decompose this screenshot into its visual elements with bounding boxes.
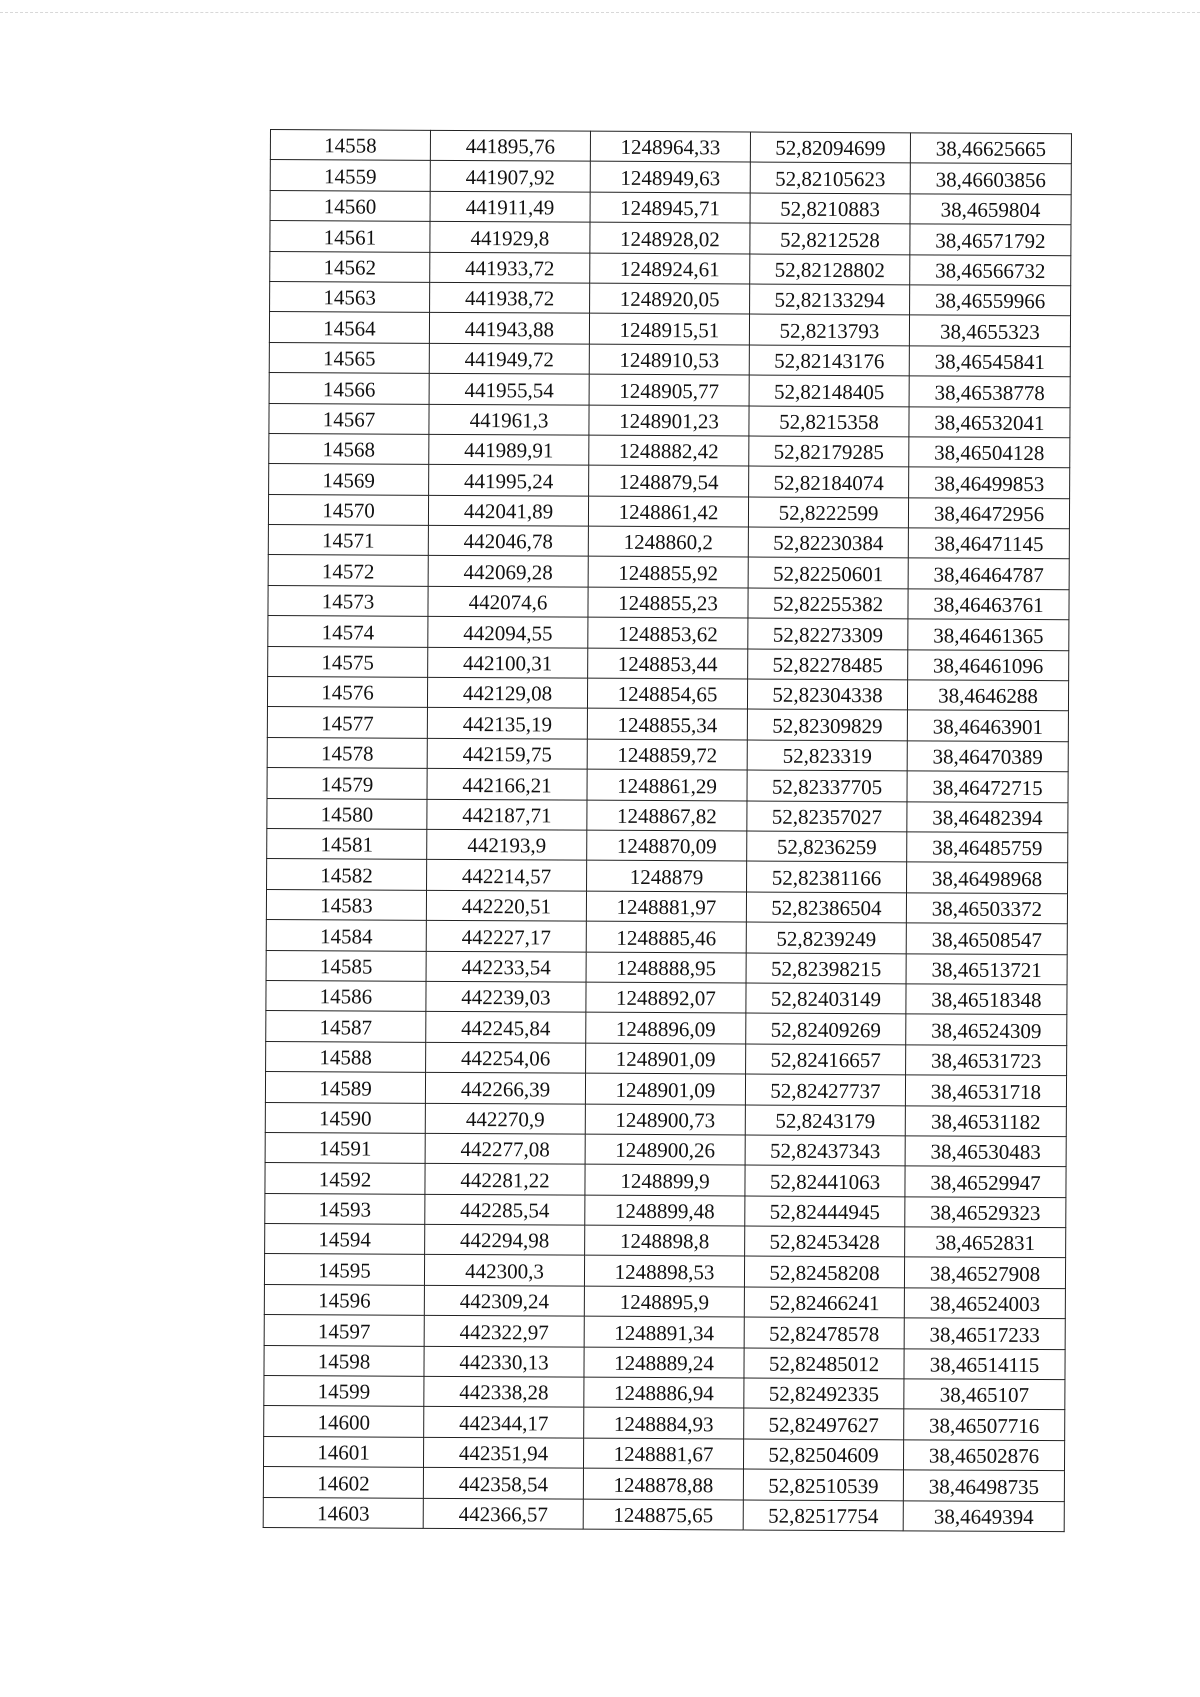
latitude-cell: 52,82381166 <box>747 861 907 892</box>
point-number-cell: 14593 <box>265 1193 425 1224</box>
x-coordinate-cell: 442069,28 <box>428 556 588 587</box>
point-number-cell: 14596 <box>264 1284 424 1315</box>
point-number-cell: 14595 <box>264 1254 424 1285</box>
y-coordinate-cell: 1248853,44 <box>588 648 748 679</box>
table-row <box>267 859 1068 894</box>
table-row <box>266 950 1067 985</box>
x-coordinate-cell: 442129,08 <box>427 677 587 708</box>
x-coordinate-cell: 442330,13 <box>424 1346 584 1377</box>
y-coordinate-cell: 1248867,82 <box>587 800 747 831</box>
table-row <box>268 525 1069 560</box>
table-row <box>263 1497 1064 1532</box>
x-coordinate-cell: 441989,91 <box>429 434 589 465</box>
x-coordinate-cell: 442351,94 <box>423 1437 583 1468</box>
table-row <box>270 190 1071 225</box>
longitude-cell: 38,46472715 <box>907 771 1068 802</box>
point-number-cell: 14591 <box>265 1132 425 1163</box>
longitude-cell: 38,46524003 <box>904 1288 1065 1319</box>
longitude-cell: 38,46498735 <box>903 1470 1064 1501</box>
point-number-cell: 14585 <box>266 950 426 981</box>
longitude-cell: 38,46517233 <box>904 1318 1065 1349</box>
latitude-cell: 52,82504609 <box>743 1439 903 1470</box>
y-coordinate-cell: 1248885,46 <box>586 921 746 952</box>
table-row <box>265 1224 1066 1259</box>
table-row <box>269 403 1070 438</box>
table-row <box>268 616 1069 651</box>
point-number-cell: 14568 <box>269 433 429 464</box>
table-row <box>264 1376 1065 1411</box>
latitude-cell: 52,82304338 <box>747 679 907 710</box>
x-coordinate-cell: 442358,54 <box>423 1468 583 1499</box>
longitude-cell: 38,46504128 <box>909 437 1070 468</box>
point-number-cell: 14584 <box>266 920 426 951</box>
longitude-cell: 38,4646288 <box>907 680 1068 711</box>
longitude-cell: 38,46529947 <box>905 1166 1066 1197</box>
longitude-cell: 38,46538778 <box>909 376 1070 407</box>
table-row <box>265 1163 1066 1198</box>
latitude-cell: 52,82510539 <box>743 1469 903 1500</box>
coordinate-table <box>263 129 1072 1532</box>
table-row <box>270 251 1071 286</box>
x-coordinate-cell: 441955,54 <box>429 373 589 404</box>
point-number-cell: 14564 <box>269 312 429 343</box>
latitude-cell: 52,82309829 <box>747 709 907 740</box>
longitude-cell: 38,46531182 <box>905 1105 1066 1136</box>
point-number-cell: 14588 <box>266 1041 426 1072</box>
longitude-cell: 38,4652831 <box>905 1227 1066 1258</box>
x-coordinate-cell: 442100,31 <box>428 647 588 678</box>
x-coordinate-cell: 442094,55 <box>428 617 588 648</box>
table-row <box>264 1254 1065 1289</box>
latitude-cell: 52,82386504 <box>746 892 906 923</box>
table-row <box>265 1072 1066 1107</box>
y-coordinate-cell: 1248891,34 <box>584 1316 744 1347</box>
point-number-cell: 14598 <box>264 1345 424 1376</box>
latitude-cell: 52,823319 <box>747 740 907 771</box>
latitude-cell: 52,82148405 <box>749 375 909 406</box>
latitude-cell: 52,82458208 <box>744 1256 904 1287</box>
latitude-cell: 52,82094699 <box>750 132 910 163</box>
scan-edge-line <box>0 12 1200 13</box>
latitude-cell: 52,82409269 <box>746 1013 906 1044</box>
y-coordinate-cell: 1248898,8 <box>585 1225 745 1256</box>
x-coordinate-cell: 442041,89 <box>428 495 588 526</box>
y-coordinate-cell: 1248886,94 <box>584 1377 744 1408</box>
x-coordinate-cell: 442220,51 <box>426 890 586 921</box>
latitude-cell: 52,82517754 <box>743 1500 903 1531</box>
latitude-cell: 52,82179285 <box>749 436 909 467</box>
table-row <box>269 464 1070 499</box>
table-row <box>267 798 1068 833</box>
longitude-cell: 38,46498968 <box>907 862 1068 893</box>
x-coordinate-cell: 442322,97 <box>424 1316 584 1347</box>
longitude-cell: 38,46524309 <box>906 1014 1067 1045</box>
latitude-cell: 52,8210883 <box>750 193 910 224</box>
y-coordinate-cell: 1248964,33 <box>590 131 750 162</box>
table-row <box>267 828 1068 863</box>
table-row <box>267 737 1068 772</box>
y-coordinate-cell: 1248881,67 <box>583 1438 743 1469</box>
longitude-cell: 38,46461096 <box>908 649 1069 680</box>
latitude-cell: 52,82230384 <box>748 527 908 558</box>
x-coordinate-cell: 441943,88 <box>429 313 589 344</box>
y-coordinate-cell: 1248853,62 <box>588 617 748 648</box>
y-coordinate-cell: 1248878,88 <box>583 1468 743 1499</box>
x-coordinate-cell: 442281,22 <box>425 1164 585 1195</box>
x-coordinate-cell: 441995,24 <box>429 465 589 496</box>
latitude-cell: 52,82427737 <box>745 1074 905 1105</box>
y-coordinate-cell: 1248901,09 <box>585 1073 745 1104</box>
point-number-cell: 14573 <box>268 585 428 616</box>
longitude-cell: 38,4655323 <box>909 315 1070 346</box>
longitude-cell: 38,46482394 <box>907 801 1068 832</box>
longitude-cell: 38,46566732 <box>910 254 1071 285</box>
x-coordinate-cell: 442166,21 <box>427 769 587 800</box>
longitude-cell: 38,46545841 <box>909 346 1070 377</box>
y-coordinate-cell: 1248859,72 <box>587 739 747 770</box>
latitude-cell: 52,82184074 <box>749 466 909 497</box>
latitude-cell: 52,82105623 <box>750 162 910 193</box>
longitude-cell: 38,46507716 <box>904 1409 1065 1440</box>
y-coordinate-cell: 1248898,53 <box>584 1256 744 1287</box>
y-coordinate-cell: 1248855,23 <box>588 587 748 618</box>
point-number-cell: 14565 <box>269 342 429 373</box>
y-coordinate-cell: 1248889,24 <box>584 1347 744 1378</box>
longitude-cell: 38,46571792 <box>910 224 1071 255</box>
point-number-cell: 14561 <box>270 221 430 252</box>
latitude-cell: 52,82453428 <box>745 1226 905 1257</box>
point-number-cell: 14576 <box>267 677 427 708</box>
table-row <box>266 1011 1067 1046</box>
point-number-cell: 14575 <box>268 646 428 677</box>
latitude-cell: 52,82497627 <box>744 1408 904 1439</box>
table-row <box>263 1436 1064 1471</box>
point-number-cell: 14600 <box>264 1406 424 1437</box>
coordinate-table-body <box>263 130 1071 1532</box>
latitude-cell: 52,82337705 <box>747 770 907 801</box>
x-coordinate-cell: 442239,03 <box>426 981 586 1012</box>
latitude-cell: 52,82444945 <box>745 1196 905 1227</box>
point-number-cell: 14558 <box>270 130 430 161</box>
x-coordinate-cell: 442159,75 <box>427 738 587 769</box>
longitude-cell: 38,46513721 <box>906 953 1067 984</box>
table-row <box>268 555 1069 590</box>
y-coordinate-cell: 1248879 <box>587 861 747 892</box>
point-number-cell: 14559 <box>270 160 430 191</box>
point-number-cell: 14570 <box>268 494 428 525</box>
y-coordinate-cell: 1248949,63 <box>590 162 750 193</box>
latitude-cell: 52,82133294 <box>750 284 910 315</box>
y-coordinate-cell: 1248899,9 <box>585 1164 745 1195</box>
y-coordinate-cell: 1248895,9 <box>584 1286 744 1317</box>
latitude-cell: 52,82278485 <box>748 649 908 680</box>
point-number-cell: 14601 <box>263 1436 423 1467</box>
latitude-cell: 52,82441063 <box>745 1165 905 1196</box>
point-number-cell: 14590 <box>265 1102 425 1133</box>
y-coordinate-cell: 1248901,23 <box>589 405 749 436</box>
point-number-cell: 14562 <box>270 251 430 282</box>
longitude-cell: 38,46527908 <box>904 1257 1065 1288</box>
table-row <box>265 1193 1066 1228</box>
table-row <box>270 130 1071 165</box>
y-coordinate-cell: 1248882,42 <box>589 435 749 466</box>
point-number-cell: 14594 <box>265 1224 425 1255</box>
latitude-cell: 52,82437343 <box>745 1135 905 1166</box>
y-coordinate-cell: 1248900,73 <box>585 1104 745 1135</box>
x-coordinate-cell: 441949,72 <box>429 343 589 374</box>
y-coordinate-cell: 1248920,05 <box>590 283 750 314</box>
point-number-cell: 14589 <box>265 1072 425 1103</box>
table-row <box>269 373 1070 408</box>
y-coordinate-cell: 1248928,02 <box>590 222 750 253</box>
y-coordinate-cell: 1248884,93 <box>584 1408 744 1439</box>
y-coordinate-cell: 1248892,07 <box>586 982 746 1013</box>
y-coordinate-cell: 1248854,65 <box>587 678 747 709</box>
point-number-cell: 14582 <box>267 859 427 890</box>
y-coordinate-cell: 1248899,48 <box>585 1195 745 1226</box>
latitude-cell: 52,82492335 <box>744 1378 904 1409</box>
y-coordinate-cell: 1248881,97 <box>586 891 746 922</box>
latitude-cell: 52,82255382 <box>748 588 908 619</box>
longitude-cell: 38,46503372 <box>906 893 1067 924</box>
x-coordinate-cell: 442193,9 <box>427 829 587 860</box>
point-number-cell: 14571 <box>268 525 428 556</box>
latitude-cell: 52,82273309 <box>748 618 908 649</box>
latitude-cell: 52,8213793 <box>749 314 909 345</box>
latitude-cell: 52,82485012 <box>744 1348 904 1379</box>
x-coordinate-cell: 442135,19 <box>427 708 587 739</box>
point-number-cell: 14597 <box>264 1315 424 1346</box>
x-coordinate-cell: 441961,3 <box>429 404 589 435</box>
x-coordinate-cell: 442074,6 <box>428 586 588 617</box>
table-row <box>268 494 1069 529</box>
x-coordinate-cell: 442233,54 <box>426 951 586 982</box>
table-row <box>266 920 1067 955</box>
longitude-cell: 38,46531723 <box>906 1045 1067 1076</box>
point-number-cell: 14577 <box>267 707 427 738</box>
point-number-cell: 14587 <box>266 1011 426 1042</box>
longitude-cell: 38,46518348 <box>906 984 1067 1015</box>
point-number-cell: 14578 <box>267 737 427 768</box>
longitude-cell: 38,46603856 <box>910 163 1071 194</box>
table-row <box>268 646 1069 681</box>
x-coordinate-cell: 442187,71 <box>427 799 587 830</box>
y-coordinate-cell: 1248915,51 <box>589 314 749 345</box>
y-coordinate-cell: 1248910,53 <box>589 344 749 375</box>
latitude-cell: 52,8212528 <box>750 223 910 254</box>
x-coordinate-cell: 442277,08 <box>425 1133 585 1164</box>
y-coordinate-cell: 1248855,92 <box>588 557 748 588</box>
y-coordinate-cell: 1248896,09 <box>586 1012 746 1043</box>
longitude-cell: 38,4649394 <box>903 1500 1064 1531</box>
table-row <box>263 1467 1064 1502</box>
y-coordinate-cell: 1248905,77 <box>589 374 749 405</box>
longitude-cell: 38,46625665 <box>910 133 1071 164</box>
longitude-cell: 38,4659804 <box>910 194 1071 225</box>
longitude-cell: 38,46463901 <box>907 710 1068 741</box>
table-row <box>269 312 1070 347</box>
table-row <box>266 889 1067 924</box>
latitude-cell: 52,8236259 <box>747 831 907 862</box>
point-number-cell: 14560 <box>270 190 430 221</box>
table-row <box>264 1284 1065 1319</box>
x-coordinate-cell: 442300,3 <box>424 1255 584 1286</box>
x-coordinate-cell: 442270,9 <box>425 1103 585 1134</box>
latitude-cell: 52,8239249 <box>746 922 906 953</box>
x-coordinate-cell: 442294,98 <box>425 1224 585 1255</box>
table-row <box>268 585 1069 620</box>
latitude-cell: 52,82143176 <box>749 345 909 376</box>
x-coordinate-cell: 442245,84 <box>426 1012 586 1043</box>
longitude-cell: 38,46529323 <box>905 1197 1066 1228</box>
table-row <box>267 677 1068 712</box>
longitude-cell: 38,46464787 <box>908 558 1069 589</box>
latitude-cell: 52,82250601 <box>748 557 908 588</box>
latitude-cell: 52,82466241 <box>744 1287 904 1318</box>
y-coordinate-cell: 1248870,09 <box>587 830 747 861</box>
point-number-cell: 14602 <box>263 1467 423 1498</box>
longitude-cell: 38,46471145 <box>908 528 1069 559</box>
x-coordinate-cell: 441911,49 <box>430 191 590 222</box>
table-row <box>266 980 1067 1015</box>
x-coordinate-cell: 442227,17 <box>426 920 586 951</box>
table-row <box>270 221 1071 256</box>
latitude-cell: 52,8222599 <box>748 497 908 528</box>
point-number-cell: 14603 <box>263 1497 423 1528</box>
table-row <box>269 433 1070 468</box>
point-number-cell: 14580 <box>267 798 427 829</box>
y-coordinate-cell: 1248945,71 <box>590 192 750 223</box>
longitude-cell: 38,46508547 <box>906 923 1067 954</box>
longitude-cell: 38,46559966 <box>910 285 1071 316</box>
table-row <box>264 1315 1065 1350</box>
y-coordinate-cell: 1248901,09 <box>586 1043 746 1074</box>
x-coordinate-cell: 442214,57 <box>427 860 587 891</box>
x-coordinate-cell: 442285,54 <box>425 1194 585 1225</box>
point-number-cell: 14567 <box>269 403 429 434</box>
x-coordinate-cell: 441895,76 <box>430 130 590 161</box>
y-coordinate-cell: 1248861,29 <box>587 769 747 800</box>
y-coordinate-cell: 1248924,61 <box>590 253 750 284</box>
latitude-cell: 52,82478578 <box>744 1317 904 1348</box>
latitude-cell: 52,82403149 <box>746 983 906 1014</box>
table-row <box>269 342 1070 377</box>
longitude-cell: 38,465107 <box>904 1379 1065 1410</box>
longitude-cell: 38,46485759 <box>907 832 1068 863</box>
table-row <box>267 707 1068 742</box>
longitude-cell: 38,46531718 <box>905 1075 1066 1106</box>
table-row <box>265 1132 1066 1167</box>
longitude-cell: 38,46461365 <box>908 619 1069 650</box>
latitude-cell: 52,82128802 <box>750 254 910 285</box>
longitude-cell: 38,46470389 <box>907 741 1068 772</box>
x-coordinate-cell: 441907,92 <box>430 161 590 192</box>
point-number-cell: 14599 <box>264 1376 424 1407</box>
y-coordinate-cell: 1248855,34 <box>587 709 747 740</box>
latitude-cell: 52,82398215 <box>746 953 906 984</box>
point-number-cell: 14574 <box>268 616 428 647</box>
point-number-cell: 14581 <box>267 828 427 859</box>
latitude-cell: 52,8243179 <box>745 1105 905 1136</box>
latitude-cell: 52,82357027 <box>747 801 907 832</box>
point-number-cell: 14569 <box>269 464 429 495</box>
x-coordinate-cell: 441938,72 <box>430 282 590 313</box>
latitude-cell: 52,8215358 <box>749 406 909 437</box>
y-coordinate-cell: 1248875,65 <box>583 1499 743 1530</box>
longitude-cell: 38,46532041 <box>909 406 1070 437</box>
table-row <box>264 1345 1065 1380</box>
point-number-cell: 14579 <box>267 768 427 799</box>
table-row <box>267 768 1068 803</box>
longitude-cell: 38,46499853 <box>909 467 1070 498</box>
point-number-cell: 14566 <box>269 373 429 404</box>
x-coordinate-cell: 442366,57 <box>423 1498 583 1529</box>
point-number-cell: 14583 <box>266 889 426 920</box>
x-coordinate-cell: 441929,8 <box>430 222 590 253</box>
longitude-cell: 38,46472956 <box>908 498 1069 529</box>
x-coordinate-cell: 442266,39 <box>425 1072 585 1103</box>
point-number-cell: 14572 <box>268 555 428 586</box>
longitude-cell: 38,46530483 <box>905 1136 1066 1167</box>
point-number-cell: 14586 <box>266 980 426 1011</box>
x-coordinate-cell: 442046,78 <box>428 525 588 556</box>
y-coordinate-cell: 1248879,54 <box>589 465 749 496</box>
x-coordinate-cell: 442309,24 <box>424 1285 584 1316</box>
x-coordinate-cell: 442338,28 <box>424 1376 584 1407</box>
y-coordinate-cell: 1248888,95 <box>586 952 746 983</box>
y-coordinate-cell: 1248900,26 <box>585 1134 745 1165</box>
table-row <box>265 1102 1066 1137</box>
x-coordinate-cell: 442254,06 <box>426 1042 586 1073</box>
point-number-cell: 14563 <box>270 281 430 312</box>
table-row <box>270 160 1071 195</box>
longitude-cell: 38,46463761 <box>908 589 1069 620</box>
latitude-cell: 52,82416657 <box>746 1044 906 1075</box>
y-coordinate-cell: 1248860,2 <box>588 526 748 557</box>
x-coordinate-cell: 441933,72 <box>430 252 590 283</box>
longitude-cell: 38,46502876 <box>903 1440 1064 1471</box>
longitude-cell: 38,46514115 <box>904 1348 1065 1379</box>
x-coordinate-cell: 442344,17 <box>424 1407 584 1438</box>
table-row <box>266 1041 1067 1076</box>
table-row <box>270 281 1071 316</box>
y-coordinate-cell: 1248861,42 <box>588 496 748 527</box>
table-row <box>264 1406 1065 1441</box>
point-number-cell: 14592 <box>265 1163 425 1194</box>
